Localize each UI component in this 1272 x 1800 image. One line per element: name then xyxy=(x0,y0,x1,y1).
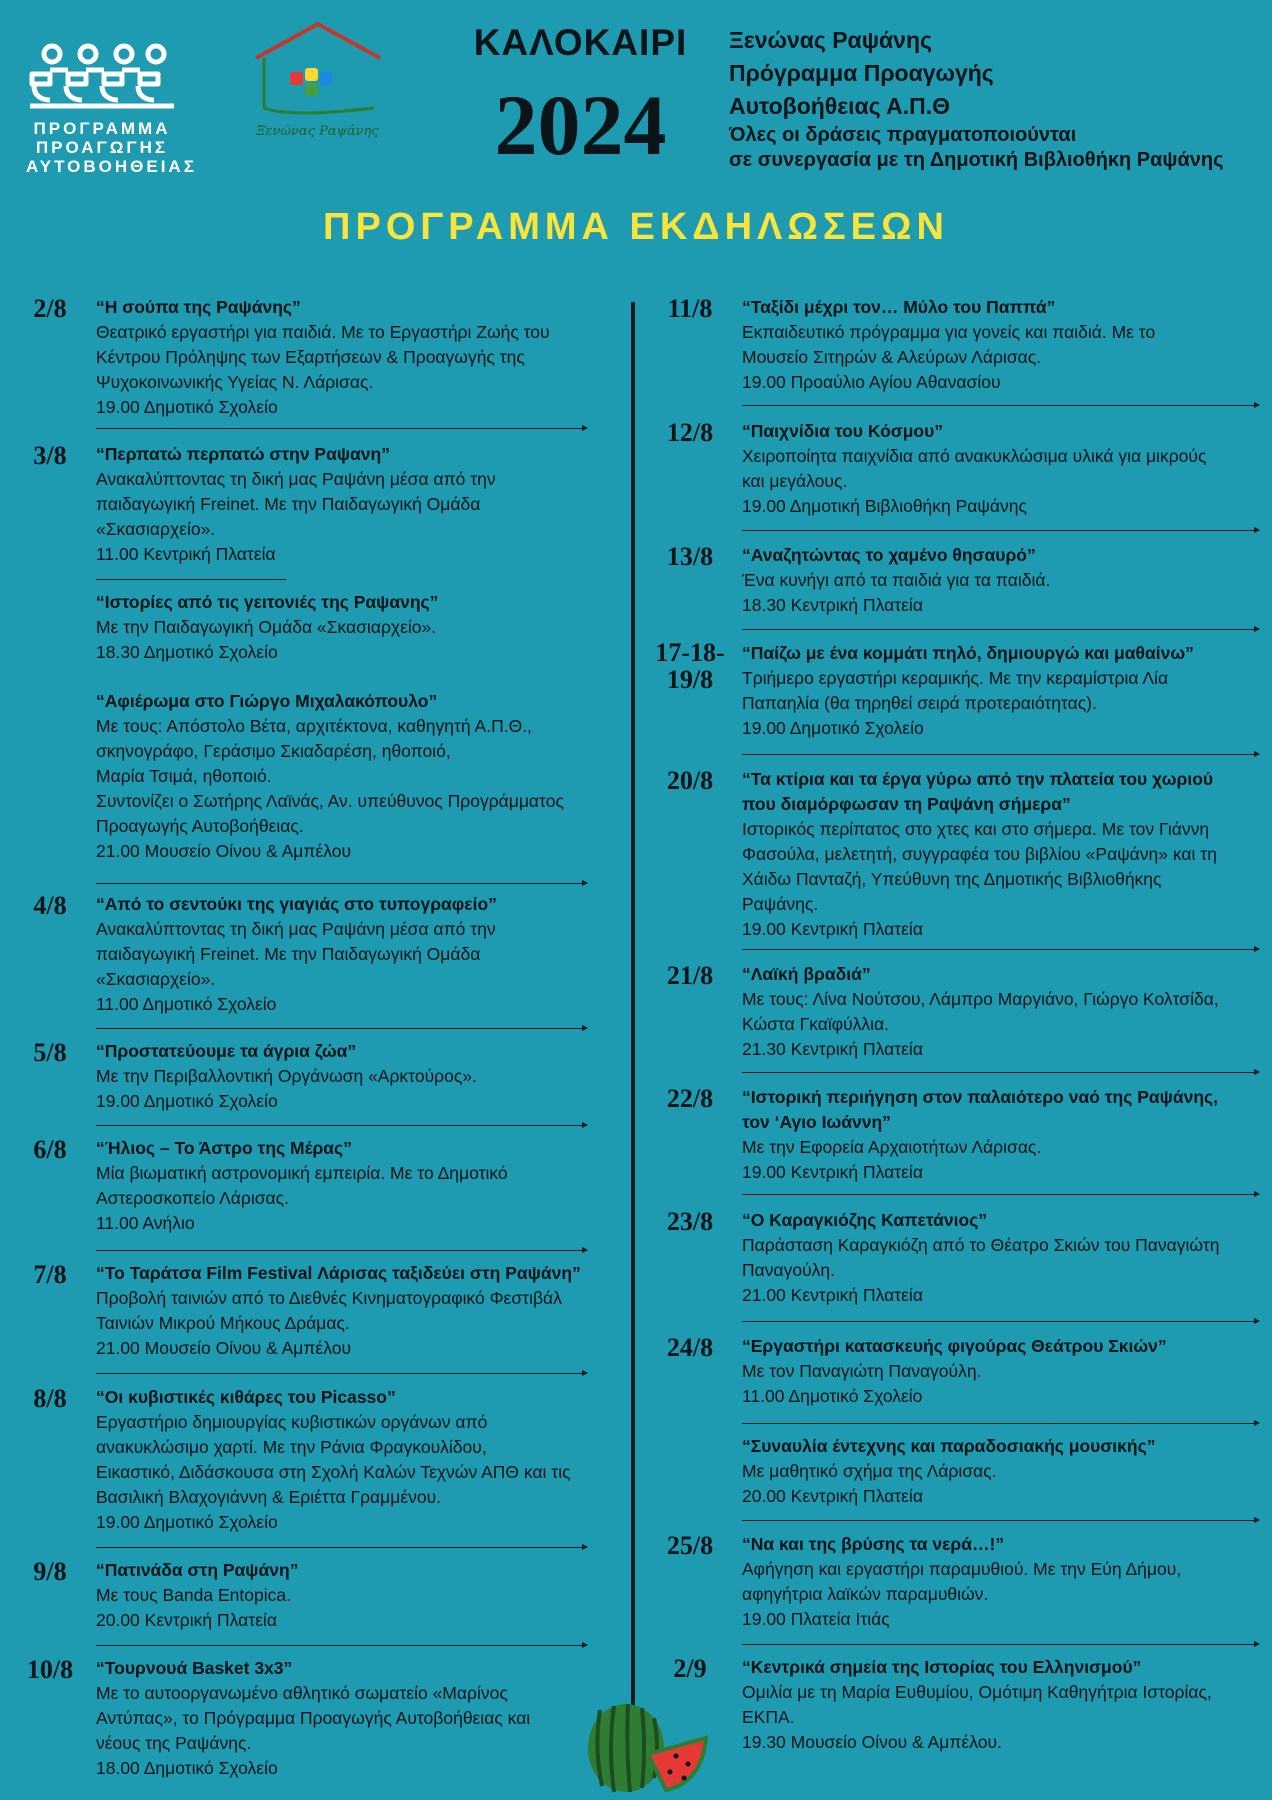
organizer-line-2: Πρόγραμμα Προαγωγής xyxy=(729,60,994,86)
event-detail-line: Με τους: Απόστολο Βέτα, αρχιτέκτονα, καθηγητή Α.Π.Θ., xyxy=(96,716,532,736)
event-detail-line: Αφήγηση και εργαστήρι παραμυθιού. Με την Εύη Δήμου, xyxy=(742,1559,1182,1579)
left-event xyxy=(96,892,497,1017)
event-detail-line: Κέντρου Πρόληψης των Εξαρτήσεων & Προαγωγής της xyxy=(96,347,525,367)
event-detail-line: 11.00 Ανήλιο xyxy=(96,1213,195,1233)
left-event-date: 3/8 xyxy=(33,441,67,470)
event-detail-line: Ομιλία με τη Μαρία Ευθυμίου, Ομότιμη Καθηγήτρια Ιστορίας, xyxy=(742,1682,1212,1702)
event-title: “Ιστορίες από τις γειτονιές της Ραψανης” xyxy=(96,592,439,612)
event-detail-line: Προαγωγής Αυτοβοήθειας. xyxy=(96,816,304,836)
right-separator-arrow xyxy=(742,1194,1258,1195)
event-detail-line: Φασούλα, μελετητή, συγγραφέα του βιβλίου «Ραψάνη» και τη xyxy=(742,844,1217,864)
event-detail-line: 18.30 Δημοτικό Σχολείο xyxy=(96,642,278,662)
program-logo-line-3: ΑΥΤΟΒΟΗΘΕΙΑΣ xyxy=(26,157,197,176)
right-event-date: 23/8 xyxy=(666,1207,714,1236)
event-title: “Αναζητώντας το χαμένο θησαυρό” xyxy=(742,545,1036,565)
right-event xyxy=(742,419,1206,519)
event-detail-line: 19.00 Πλατεία Ιτιάς xyxy=(742,1609,890,1629)
event-title: “Παίζω με ένα κομμάτι πηλό, δημιουργώ και μαθαίνω” xyxy=(742,643,1194,663)
event-detail-line: Παναγούλη. xyxy=(742,1260,836,1280)
left-event-date: 5/8 xyxy=(33,1038,67,1067)
event-detail-line: 19.00 Δημοτικό Σχολείο xyxy=(96,397,278,417)
sub-event-separator xyxy=(96,579,286,580)
organizer-info xyxy=(729,24,1269,173)
event-detail-line: Με μαθητικό σχήμα της Λάρισας. xyxy=(742,1461,997,1481)
event-detail-line: 11.00 Δημοτικό Σχολείο xyxy=(742,1386,923,1406)
event-detail-line: 11.00 Δημοτικό Σχολείο xyxy=(96,994,277,1014)
event-detail-line: «Σκασιαρχείο». xyxy=(96,519,216,539)
event-detail-line: 19.00 Δημοτικό Σχολείο xyxy=(742,718,924,738)
event-detail-line: Χειροποίητα παιχνίδια από ανακυκλώσιμα υλικά για μικρούς xyxy=(742,446,1207,466)
event-title: “Εργαστήρι κατασκευής φιγούρας Θεάτρου Σκιών” xyxy=(742,1336,1167,1356)
event-detail-line: Χάιδω Πανταζή, Υπεύθυνη της Δημοτικής Βιβλιοθήκης xyxy=(742,869,1162,889)
right-event-date: 22/8 xyxy=(666,1084,714,1113)
left-event xyxy=(96,1261,581,1361)
event-title: “Περπατώ περπατώ στην Ραψανη” xyxy=(96,444,390,464)
event-detail-line: Μαρία Τσιμά, ηθοποιό. xyxy=(96,766,272,786)
event-detail-line: Εικαστικό, Διδάσκουσα στη Σχολή Καλών Τεχνών ΑΠΘ και τις xyxy=(96,1462,571,1482)
event-detail-line: Προβολή ταινιών από το Διεθνές Κινηματογραφικό Φεστιβάλ xyxy=(96,1288,562,1308)
event-detail-line: 19.00 Κεντρική Πλατεία xyxy=(742,1162,923,1182)
event-detail-line: παιδαγωγική Freinet. Με την Παιδαγωγική Ομάδα xyxy=(96,944,481,964)
hostel-logo xyxy=(250,22,385,147)
right-separator-arrow xyxy=(742,754,1258,755)
left-event-date: 2/8 xyxy=(33,294,67,323)
right-separator-arrow xyxy=(742,530,1258,531)
event-detail-line: 21.00 Μουσείο Οίνου & Αμπέλου xyxy=(96,1338,352,1358)
right-event xyxy=(742,1208,1220,1308)
event-detail-line: και μεγάλους. xyxy=(742,471,848,491)
event-detail-line: 18.00 Δημοτικό Σχολείο xyxy=(96,1758,278,1778)
event-title: “Ήλιος – Το Άστρο της Μέρας” xyxy=(96,1138,352,1158)
program-logo xyxy=(26,42,197,176)
left-separator-arrow xyxy=(96,1645,586,1646)
left-separator-arrow xyxy=(96,1125,586,1126)
event-detail-line: Αντύπας», το Πρόγραμμα Προαγωγής Αυτοβοήθειας και xyxy=(96,1708,531,1728)
right-event-date: 11/8 xyxy=(667,294,713,323)
right-separator-arrow xyxy=(742,1072,1258,1073)
event-detail-line: Ψυχοκοινωνικής Υγείας Ν. Λάρισας. xyxy=(96,372,374,392)
event-detail-line: σκηνογράφο, Γεράσιμο Σκιαδαρέση, ηθοποιό, xyxy=(96,741,451,761)
organizer-line-3: Αυτοβοήθειας Α.Π.Θ xyxy=(729,93,951,119)
event-detail-line: 19.00 Προαύλιο Αγίου Αθανασίου xyxy=(742,372,1001,392)
right-separator-arrow xyxy=(742,629,1258,630)
left-event-date: 7/8 xyxy=(33,1260,67,1289)
event-detail-line: 20.00 Κεντρική Πλατεία xyxy=(96,1610,277,1630)
right-event-date: 20/8 xyxy=(666,766,714,795)
event-detail-line: 21.00 Μουσείο Οίνου & Αμπέλου xyxy=(96,841,352,861)
event-detail-line: Ανακαλύπτοντας τη δική μας Ραψάνη μέσα από την xyxy=(96,469,496,489)
event-title: “Πατινάδα στη Ραψάνη” xyxy=(96,1560,299,1580)
event-detail-line: Μουσείο Σιτηρών & Αλεύρων Λάρισας. xyxy=(742,347,1042,367)
right-event-date: 12/8 xyxy=(666,418,714,447)
program-logo-line-1: ΠΡΟΓΡΑΜΜΑ xyxy=(33,119,171,138)
left-separator-arrow xyxy=(96,883,586,884)
event-title: “Ταξίδι μέχρι τον… Μύλο του Παππά” xyxy=(742,297,1056,317)
event-detail-line: Μία βιωματική αστρονομική εμπειρία. Με το Δημοτικό xyxy=(96,1163,508,1183)
left-separator-arrow xyxy=(96,1028,586,1029)
event-title: “Παιχνίδια του Κόσμου” xyxy=(742,421,944,441)
event-title: “Από το σεντούκι της γιαγιάς στο τυπογραφείο” xyxy=(96,894,497,914)
right-event-date: 21/8 xyxy=(666,961,714,990)
event-detail-line: Εκπαιδευτικό πρόγραμμα για γονείς και παιδιά. Με το xyxy=(742,322,1156,342)
event-detail-line: 21.30 Κεντρική Πλατεία xyxy=(742,1039,923,1059)
left-event-date: 4/8 xyxy=(33,891,67,920)
left-event-date: 6/8 xyxy=(33,1135,67,1164)
event-detail-line: ανακυκλώσιμο χαρτί. Με την Ράνια Φραγκουλίδου, xyxy=(96,1437,487,1457)
right-event xyxy=(742,295,1155,395)
event-detail-line: Εργαστήριο δημιουργίας κυβιστικών οργάνων από xyxy=(96,1412,488,1432)
right-event xyxy=(742,767,1217,942)
event-detail-line: Βασιλική Βλαχογιάννη & Εριέττα Γραμμένου. xyxy=(96,1487,442,1507)
event-detail-line: 20.00 Κεντρική Πλατεία xyxy=(742,1486,923,1506)
event-title: “Οι κυβιστικές κιθάρες του Picasso” xyxy=(96,1387,396,1407)
right-separator-arrow xyxy=(742,405,1258,406)
event-detail-line: Αστεροσκοπείο Λάρισας. xyxy=(96,1188,289,1208)
event-detail-line: 19.30 Μουσείο Οίνου & Αμπέλου. xyxy=(742,1732,1002,1752)
event-detail-line: Με την Περιβαλλοντική Οργάνωση «Αρκτούρος». xyxy=(96,1066,477,1086)
season-heading: ΚΑΛΟΚΑΙΡΙ xyxy=(473,22,688,63)
event-title: “Ιστορική περιήγηση στον παλαιότερο ναό της Ραψάνης, τον ‘Αγιο Ιωάννη” xyxy=(742,1087,1218,1132)
event-detail-line: Ανακαλύπτοντας τη δική μας Ραψάνη μέσα από την xyxy=(96,919,496,939)
right-event xyxy=(742,1655,1212,1755)
right-event xyxy=(742,1334,1167,1409)
right-event xyxy=(742,543,1050,618)
sub-event-separator xyxy=(742,1423,960,1424)
left-event xyxy=(96,1136,508,1236)
right-event-date: 17-18- 19/8 xyxy=(655,638,725,694)
page-title: ΠΡΟΓΡΑΜΜΑ ΕΚΔΗΛΩΣΕΩΝ xyxy=(323,206,949,248)
right-event xyxy=(742,1085,1218,1185)
right-event-date: 25/8 xyxy=(666,1531,714,1560)
right-event xyxy=(742,1532,1181,1632)
hostel-logo-fine-print xyxy=(250,142,385,147)
collaboration-note-1: Όλες οι δράσεις πραγματοποιούνται xyxy=(729,124,1077,146)
event-detail-line: Ταινιών Μικρού Μήκους Δράμας. xyxy=(96,1313,350,1333)
left-event xyxy=(96,295,550,420)
event-title: “Να και της βρύσης τα νερά…!” xyxy=(742,1534,1005,1554)
left-separator-arrow xyxy=(96,1250,586,1251)
event-detail-line: 19.00 Κεντρική Πλατεία xyxy=(742,919,923,939)
left-event xyxy=(96,1656,530,1781)
event-title: “Ο Καραγκιόζης Καπετάνιος” xyxy=(742,1210,988,1230)
event-detail-line: 19.00 Δημοτικό Σχολείο xyxy=(96,1512,278,1532)
left-event-date: 10/8 xyxy=(26,1655,74,1684)
event-title: “Κεντρικά σημεία της Ιστορίας του Ελληνισμού” xyxy=(742,1657,1142,1677)
event-detail-line: Παράσταση Καραγκιόζη από το Θέατρο Σκιών του Παναγιώτη xyxy=(742,1235,1220,1255)
left-event xyxy=(96,1039,477,1114)
watermelon-icon xyxy=(578,1698,708,1794)
event-detail-line: παιδαγωγική Freinet. Με την Παιδαγωγική Ομάδα xyxy=(96,494,481,514)
event-detail-line: «Σκασιαρχείο». xyxy=(96,969,216,989)
left-event-date: 9/8 xyxy=(33,1557,67,1586)
event-detail-line: Με την Παιδαγωγική Ομάδα «Σκασιαρχείο». xyxy=(96,617,437,637)
event-detail-line: Ιστορικός περίπατος στο χτες και στο σήμερα. Με τον Γιάννη xyxy=(742,819,1210,839)
left-event xyxy=(96,1385,571,1535)
event-detail-line: Τριήμερο εργαστήρι κεραμικής. Με την κεραμίστρια Λία xyxy=(742,668,1169,688)
event-title: “Προστατεύουμε τα άγρια ζώα” xyxy=(96,1041,357,1061)
right-event-date: 24/8 xyxy=(666,1333,714,1362)
event-title: “Τουρνουά Basket 3x3” xyxy=(96,1658,293,1678)
right-event-date: 13/8 xyxy=(666,542,714,571)
event-detail-line: Κώστα Γκαϊφύλλια. xyxy=(742,1014,890,1034)
event-title: “Λαϊκή βραδιά” xyxy=(742,964,871,984)
event-detail-line: Παπαηλία (θα τηρηθεί σειρά προτεραιότητας). xyxy=(742,693,1097,713)
right-separator-arrow xyxy=(742,1321,1258,1322)
event-title: “Συναυλία έντεχνης και παραδοσιακής μουσικής” xyxy=(742,1436,1156,1456)
event-title: “Η σούπα της Ραψάνης” xyxy=(96,297,301,317)
right-separator-arrow xyxy=(742,1520,1258,1521)
event-detail-line: Με τους: Λίνα Νούτσου, Λάμπρο Μαργιάνο, Γιώργο Κολτσίδα, xyxy=(742,989,1219,1009)
event-title: “Το Ταράτσα Film Festival Λάρισας ταξιδεύει στη Ραψάνη” xyxy=(96,1263,581,1283)
right-event xyxy=(742,641,1194,741)
event-detail-line: Με τον Παναγιώτη Παναγούλη. xyxy=(742,1361,982,1381)
right-separator-arrow xyxy=(742,949,1258,950)
event-detail-line: ΕΚΠΑ. xyxy=(742,1707,795,1727)
event-detail-line: Συντονίζει ο Σωτήρης Λαϊνάς, Αν. υπεύθυνος Προγράμματος xyxy=(96,791,564,811)
event-detail-line: Ραψάνης. xyxy=(742,894,819,914)
year-heading: 2024 xyxy=(494,77,667,173)
left-event xyxy=(96,442,496,567)
left-event xyxy=(96,1558,298,1633)
event-detail-line: 18.30 Κεντρική Πλατεία xyxy=(742,595,923,615)
left-separator-arrow xyxy=(96,1373,586,1374)
left-separator-arrow xyxy=(96,1547,586,1548)
right-event xyxy=(742,1434,1155,1509)
event-title: “Αφιέρωμα στο Γιώργο Μιχαλακόπουλο” xyxy=(96,691,438,711)
event-detail-line: 19.00 Δημοτικό Σχολείο xyxy=(96,1091,278,1111)
hostel-logo-text: Ξενώνας Ραψάνης xyxy=(256,124,379,139)
event-detail-line: Με το αυτοοργανωμένο αθλητικό σωματείο «Μαρίνος xyxy=(96,1683,508,1703)
right-separator-arrow xyxy=(742,1644,1258,1645)
organizer-line-1: Ξενώνας Ραψάνης xyxy=(729,27,932,53)
event-detail-line: Με τους Banda Entopica. xyxy=(96,1585,291,1605)
right-event-date: 2/9 xyxy=(673,1654,707,1683)
event-detail-line: Ένα κυνήγι από τα παιδιά για τα παιδιά. xyxy=(742,570,1051,590)
left-event xyxy=(96,689,564,864)
left-event xyxy=(96,590,438,665)
left-separator-arrow xyxy=(96,428,586,429)
event-detail-line: 11.00 Κεντρική Πλατεία xyxy=(96,544,276,564)
event-detail-line: νέους της Ραψάνης. xyxy=(96,1733,252,1753)
event-detail-line: 19.00 Δημοτική Βιβλιοθήκη Ραψάνης xyxy=(742,496,1027,516)
left-event-date: 8/8 xyxy=(33,1384,67,1413)
collaboration-note-2: σε συνεργασία με τη Δημοτική Βιβλιοθήκη Ραψάνης xyxy=(729,149,1224,171)
event-detail-line: Θεατρικό εργαστήρι για παιδιά. Με το Εργαστήρι Ζωής του xyxy=(96,322,550,342)
right-event xyxy=(742,962,1219,1062)
event-title: “Τα κτίρια και τα έργα γύρω από την πλατεία του χωριού που διαμόρφωσαν τη Ραψάνη σήμερα” xyxy=(742,769,1214,814)
house-icon xyxy=(250,22,385,117)
puzzle-people-icon xyxy=(26,42,178,114)
event-detail-line: 21.00 Κεντρική Πλατεία xyxy=(742,1285,923,1305)
program-logo-line-2: ΠΡΟΑΓΩΓΗΣ xyxy=(35,138,169,157)
event-detail-line: αφηγήτρια λαϊκών παραμυθιών. xyxy=(742,1584,989,1604)
event-detail-line: Με την Εφορεία Αρχαιοτήτων Λάρισας. xyxy=(742,1137,1042,1157)
column-divider xyxy=(631,302,635,1790)
